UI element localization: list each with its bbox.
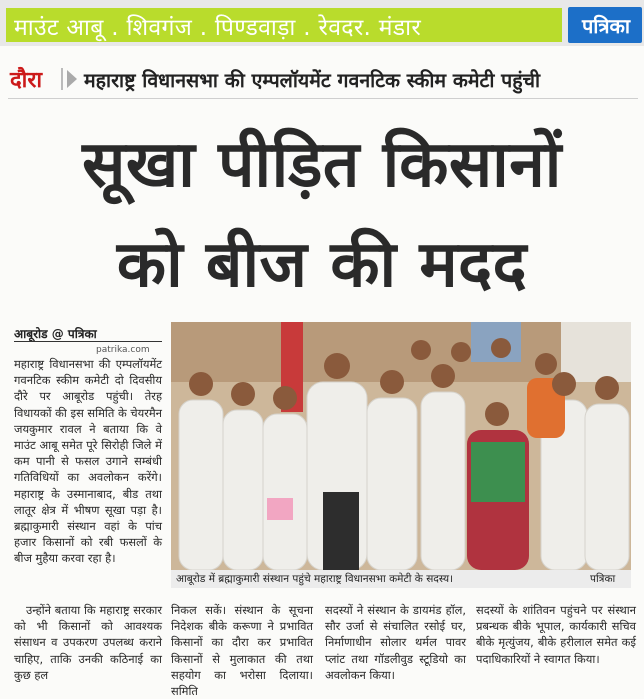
photo-credit: पत्रिका [590,573,616,585]
article-paragraph-1: महाराष्ट्र विधानसभा की एम्पलॉयमेंट गवनटिक स्कीम कमेटी दो दिवसीय दौरे पर आबूरोड पहुंची। तेरह विधायकों की इस समिति के चेयरमैन जयकुमार रावल ने बताया कि वे माउंट आबू समेत पूरे सिरोही जिले में कम पानी से फसल उगाने सम्बंधी गतिविधियों का अवलोकन करेंगे। महाराष्ट्र के उस्मानाबाद, बीड तथा लातूर क्षेत्र में भीषण सूखा पड़ा है। ब्रह्माकुमारी संस्थान वहां के पांच हजार किसानों को रबी फसलों के बीज मुहैया करवा रहा है। [14,357,162,566]
banner-title: माउंट आबू . शिवगंज . पिण्डवाड़ा . रेवदर. मंडार [14,15,422,41]
kicker-arrow-icon [67,70,77,88]
group-photo [171,322,631,570]
group-photo-illustration [171,322,631,570]
photo-caption: आबूरोड में ब्रह्माकुमारी संस्थान पहुंचे महाराष्ट्र विधानसभा कमेटी के सदस्य। [176,573,454,585]
divider [8,98,638,99]
dateline-rule [14,341,162,342]
brand-logo: पत्रिका [581,14,631,38]
article-column-4: सदस्यों के शांतिवन पहुंचने पर संस्थान प्रबन्धक बीके भूपाल, कार्यकारी सचिव बीके मृत्युंजय, बीके हरीलाल समेत कई पदाधिकारियों ने स्वागत किया। [476,603,636,666]
article-column-1-continued: उन्होंने बताया कि महाराष्ट्र सरकार को भी किसानों को आवश्यक संसाधन व उपकरण उपलब्ध कराने चाहिए, ताकि उनकी कठिनाई का कुछ हल [14,603,162,682]
site-url: patrika.com [96,345,150,355]
article-column-2: निकल सकें। संस्थान के सूचना निदेशक बीके करूणा ने प्रभावित किसानों का दौरा कर प्रभावित किसानों से मुलाकात की तथा सहयोग का भरोसा दिलाया। समिति [171,603,313,699]
article-column-3: सदस्यों ने संस्थान के डायमंड हॉल, सौर उर्जा से संचालित रसोई घर, निर्माणाधीन सोलार थर्मल पावर प्लांट तथा गॉडलीवुड स्टूडियो का अवलोकन किया। [325,603,466,682]
headline-line-2: को बीज की मदद [116,228,528,302]
kicker-label: दौरा [10,68,43,93]
headline-line-1: सूखा पीड़ित किसानों [82,128,562,202]
kicker-divider [61,68,63,90]
kicker-text: महाराष्ट्र विधानसभा की एम्पलॉयमेंट गवनटिक स्कीम कमेटी पहुंची [84,69,541,92]
section-banner [0,0,644,46]
dateline: आबूरोड @ पत्रिका [14,327,97,341]
